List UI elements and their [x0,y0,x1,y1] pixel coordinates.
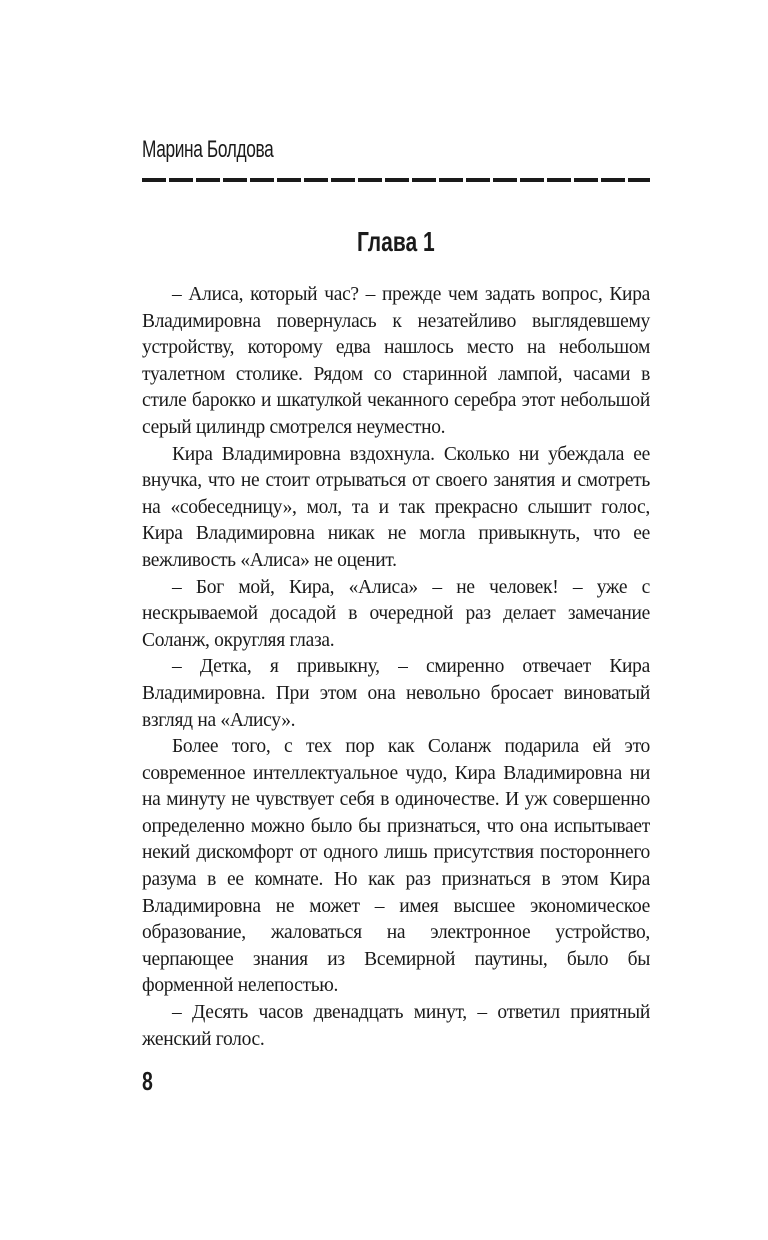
body-text [142,282,650,1053]
chapter-title: Глава 1 [357,226,435,257]
paragraph: – Десять часов двенадцать минут, – ответил приятный женский голос. [142,1002,650,1050]
page-number: 8 [142,1066,153,1096]
paragraph: Более того, с тех пор как Соланж подарила ей это современное интеллектуальное чудо, Кира Владимировна ни на минуту не чувствует себя в одиночестве. И уж совершенно определенно можно было бы признаться, что она испытывает некий дискомфорт от одного лишь присутствия постороннего разума в ее комнате. Но как раз признаться в этом Кира Владимировна не может – имея высшее экономическое образование, жаловаться на электронное устройство, черпающее знания из Всемирной паутины, было бы форменной нелепостью. [142,736,650,997]
header-rule [142,178,650,182]
running-head-author: Марина Болдова [142,136,274,163]
paragraph: Кира Владимировна вздохнула. Сколько ни убеждала ее внучка, что не стоит отрываться от своего занятия и смотреть на «собеседницу», мол, та и так прекрасно слышит голос, Кира Владимировна никак не могла привыкнуть, что ее вежливость «Алиса» не оценит. [142,443,650,571]
paragraph: – Алиса, который час? – прежде чем задать вопрос, Кира Владимировна повернулась к незатейливо выглядевшему устройству, которому едва нашлось место на небольшом туалетном столике. Рядом со старинной лампой, часами в стиле барокко и шкатулкой чеканного серебра этот небольшой серый цилиндр смотрелся неуместно. [142,284,650,438]
paragraph: – Детка, я привыкну, – смиренно отвечает Кира Владимировна. При этом она невольно бросает виноватый взгляд на «Алису». [142,656,650,731]
paragraph: – Бог мой, Кира, «Алиса» – не человек! – уже с нескрываемой досадой в очередной раз делает замечание Соланж, округляя глаза. [142,576,650,651]
